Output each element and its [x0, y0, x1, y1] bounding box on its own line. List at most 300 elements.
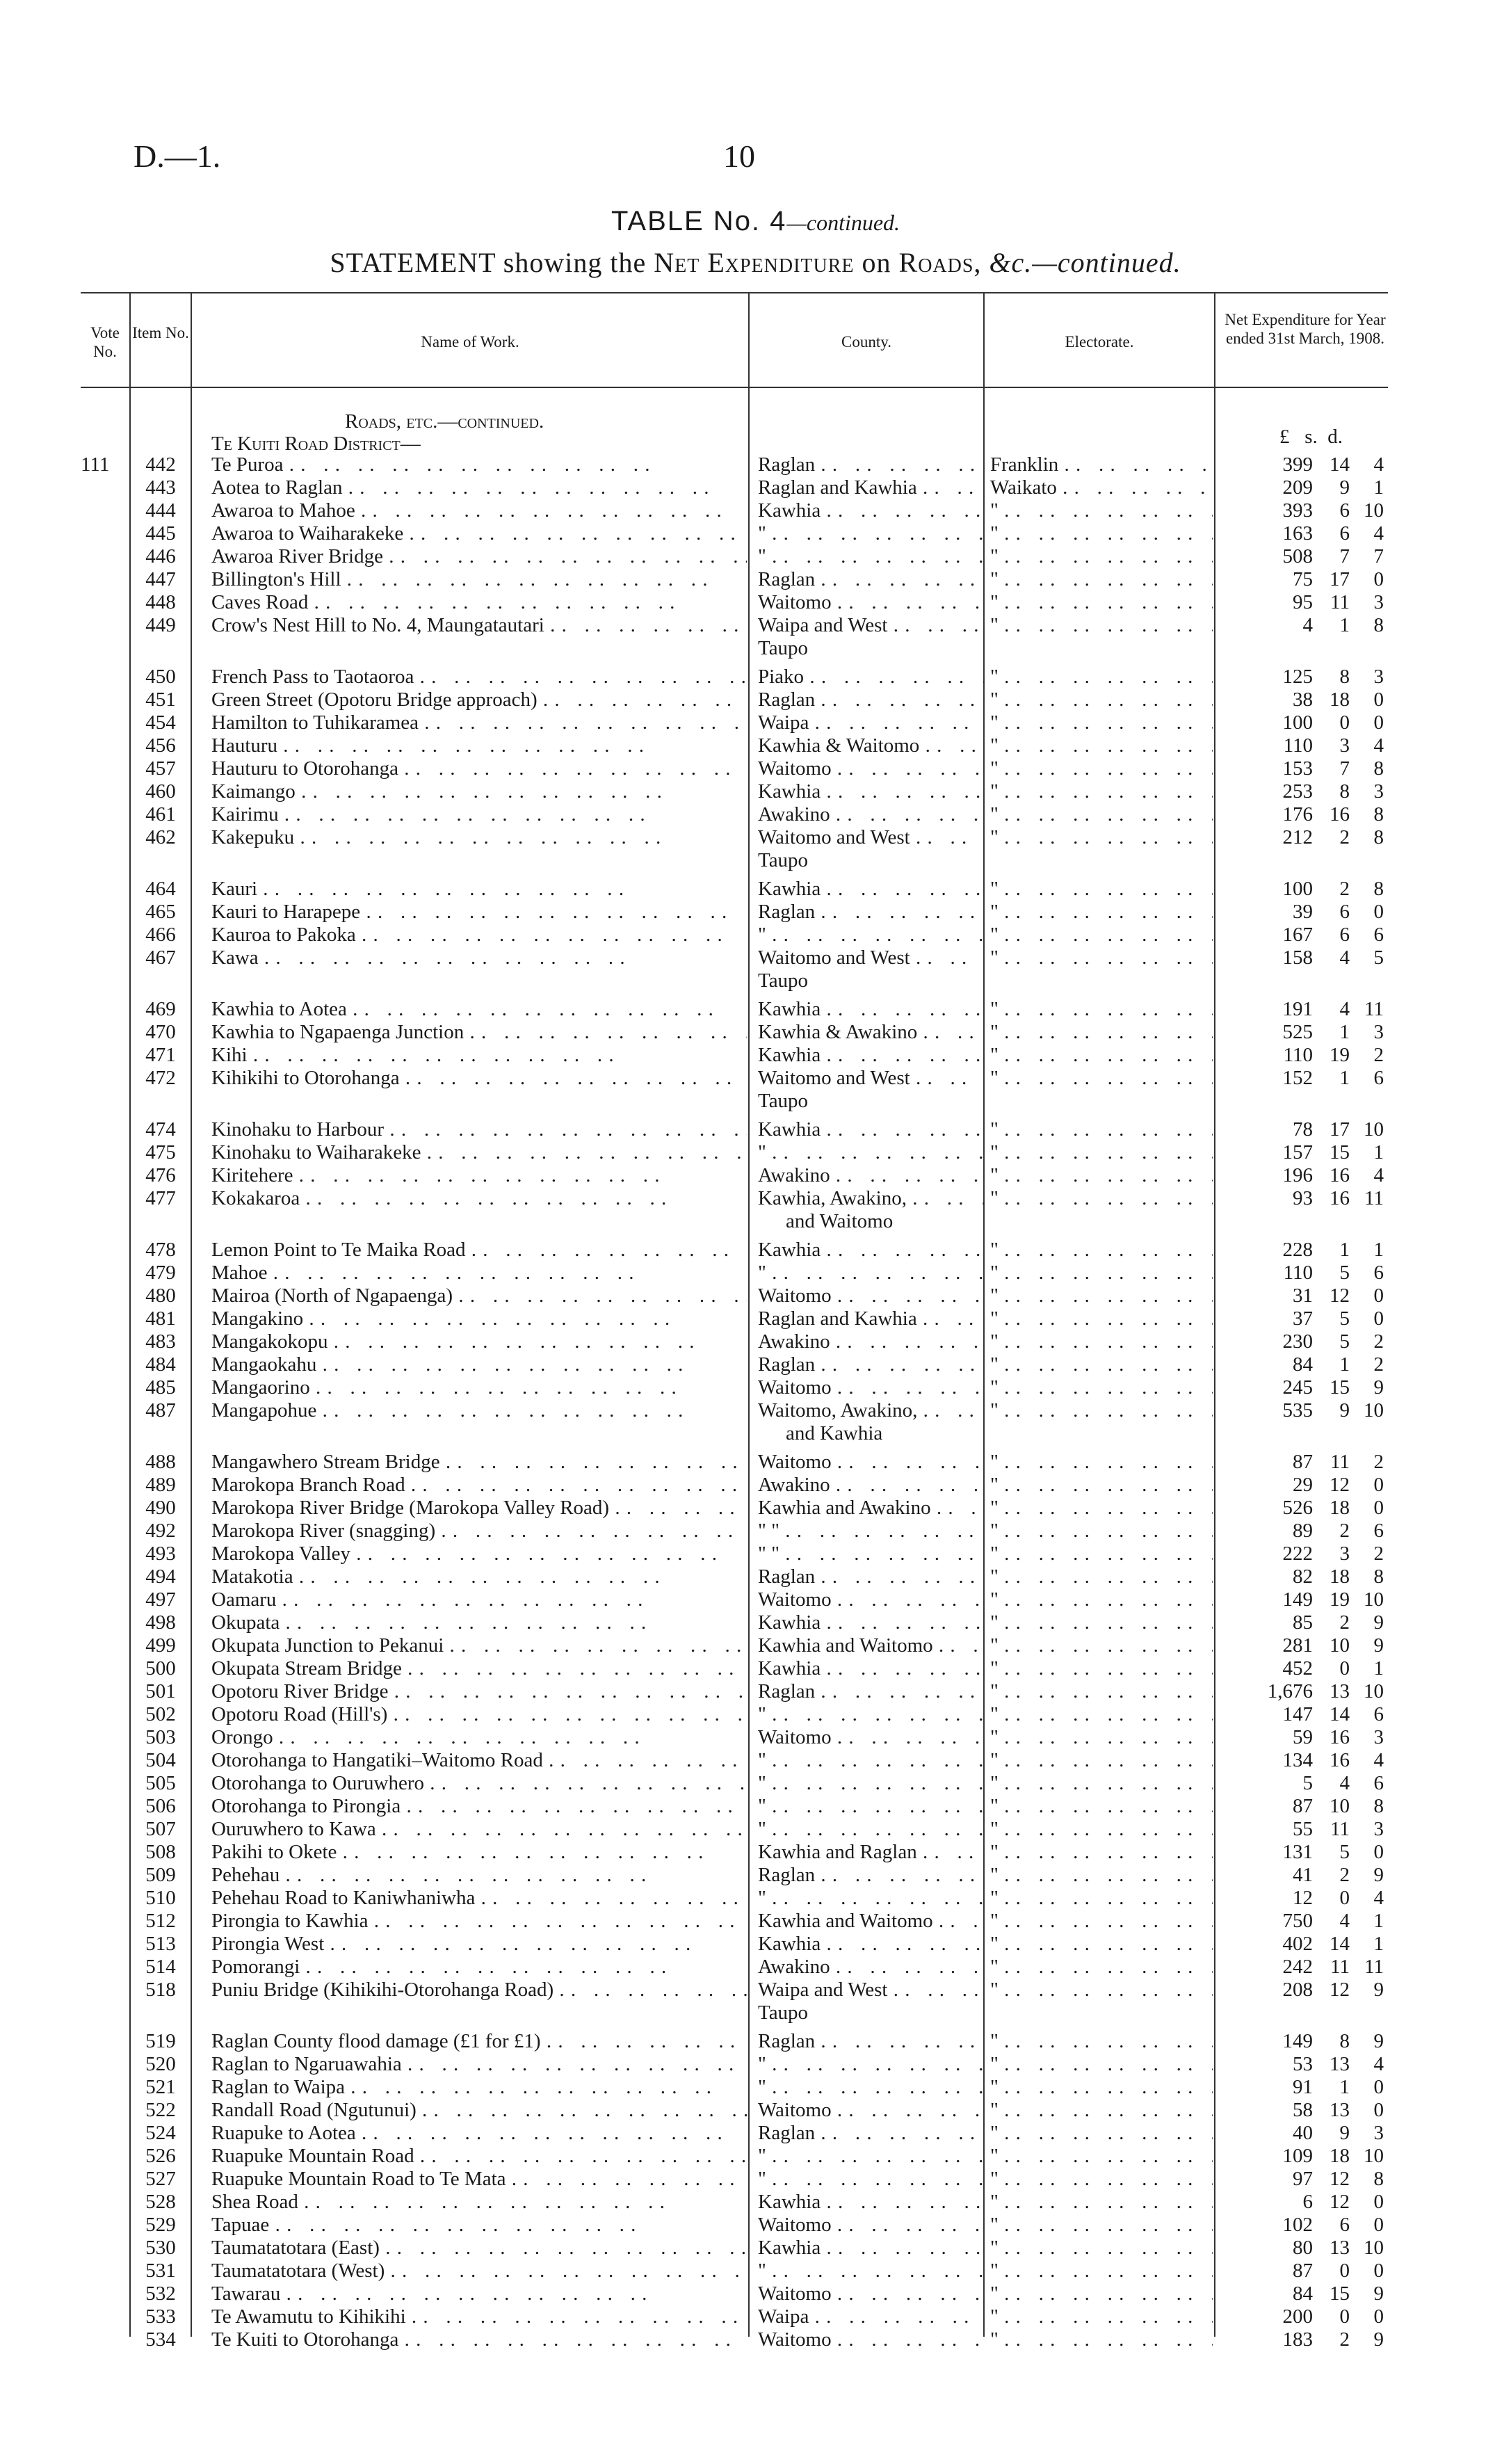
shillings-cell: 1	[1339, 614, 1350, 636]
pounds-cell: 53	[1293, 2053, 1313, 2075]
shillings-cell: 2	[1339, 2328, 1350, 2351]
shillings-cell: 13	[1330, 1680, 1350, 1702]
work-name-cell: Crow's Nest Hill to No. 4, Maungatautari . .	[211, 614, 747, 637]
item-cell: 499	[145, 1634, 176, 1657]
county-cell: " . .	[758, 2076, 984, 2099]
table-row-continuation	[0, 1090, 1511, 1113]
work-name-cell: Awaroa to Waiharakeke . .	[211, 522, 747, 545]
item-cell: 472	[145, 1067, 176, 1089]
pence-cell: 6	[1373, 1067, 1384, 1089]
item-cell: 487	[145, 1399, 176, 1422]
county-cell: Waipa . .	[758, 711, 984, 734]
electorate-cell: " . .	[990, 1285, 1213, 1307]
county-cell: Awakino . .	[758, 803, 984, 826]
work-name-cell: Mangapohue . .	[211, 1399, 747, 1422]
pounds-cell: 253	[1282, 780, 1313, 803]
pounds-cell: 87	[1293, 2260, 1313, 2282]
item-cell: 462	[145, 826, 176, 848]
pence-cell: 0	[1373, 1841, 1384, 1863]
work-name-cell: Raglan to Ngaruawahia . .	[211, 2053, 747, 2076]
item-cell: 471	[145, 1044, 176, 1066]
table-row	[0, 522, 1511, 545]
work-name-cell: Kihi . .	[211, 1044, 747, 1067]
shillings-cell: 9	[1339, 2122, 1350, 2144]
shillings-cell: 12	[1330, 1979, 1350, 2001]
table-row	[0, 1680, 1511, 1703]
county-cell: Kawhia & Waitomo . .	[758, 734, 984, 757]
shillings-cell: 16	[1330, 803, 1350, 826]
county-cell: Waitomo . .	[758, 2099, 984, 2122]
electorate-cell: " . .	[990, 1141, 1213, 1164]
item-cell: 466	[145, 924, 176, 946]
electorate-cell: " . .	[990, 545, 1213, 568]
item-cell: 503	[145, 1726, 176, 1748]
work-name-cell: Mangakino . .	[211, 1307, 747, 1330]
item-cell: 506	[145, 1795, 176, 1817]
county-cell: Waitomo . .	[758, 1451, 984, 1474]
pounds-cell: 147	[1282, 1703, 1313, 1725]
county-cell: " . .	[758, 1772, 984, 1795]
pounds-cell: 4	[1302, 614, 1313, 636]
shillings-cell: 17	[1330, 568, 1350, 590]
county-cell: Waitomo . .	[758, 757, 984, 780]
table-row	[0, 453, 1511, 476]
county-cell: " . .	[758, 2145, 984, 2168]
work-name-cell: Okupata Stream Bridge . .	[211, 1657, 747, 1680]
work-name-cell: Oamaru . .	[211, 1588, 747, 1611]
pence-cell: 8	[1373, 826, 1384, 848]
county-cell: Waitomo . .	[758, 2214, 984, 2237]
shillings-cell: 10	[1330, 1795, 1350, 1817]
pence-cell: 2	[1373, 1353, 1384, 1376]
county-cell: Kawhia . .	[758, 1044, 984, 1067]
electorate-cell: " . .	[990, 1118, 1213, 1141]
work-name-cell: Ruapuke Mountain Road . .	[211, 2145, 747, 2168]
county-cell: Kawhia, Awakino, . .	[758, 1187, 984, 1210]
table-row-continuation	[0, 1210, 1511, 1233]
work-name-cell: Kakepuku . .	[211, 826, 747, 849]
electorate-cell: " . .	[990, 1451, 1213, 1474]
item-cell: 532	[145, 2282, 176, 2305]
pounds-cell: 242	[1282, 1956, 1313, 1978]
pounds-cell: 78	[1293, 1118, 1313, 1141]
shillings-cell: 18	[1330, 2145, 1350, 2167]
pounds-cell: 134	[1282, 1749, 1313, 1771]
electorate-cell: " . .	[990, 568, 1213, 591]
pounds-cell: 91	[1293, 2076, 1313, 2098]
shillings-cell: 4	[1339, 1910, 1350, 1932]
work-name-cell: Kauroa to Pakoka . .	[211, 924, 747, 947]
work-name-cell: Billington's Hill . .	[211, 568, 747, 591]
electorate-cell: " . .	[990, 1795, 1213, 1818]
county-cell: Kawhia . .	[758, 998, 984, 1021]
pounds-cell: 84	[1293, 1353, 1313, 1376]
item-cell: 501	[145, 1680, 176, 1702]
pence-cell: 2	[1373, 1330, 1384, 1353]
electorate-cell: " . .	[990, 1910, 1213, 1933]
work-name-cell: Ouruwhero to Kawa . .	[211, 1818, 747, 1841]
county-cell: Waitomo and West . .	[758, 947, 984, 969]
pounds-cell: 82	[1293, 1565, 1313, 1588]
pounds-cell: 102	[1282, 2214, 1313, 2236]
table-row	[0, 2145, 1511, 2168]
pence-cell: 3	[1373, 591, 1384, 613]
shillings-cell: 12	[1330, 1474, 1350, 1496]
pounds-cell: 167	[1282, 924, 1313, 946]
pounds-cell: 89	[1293, 1520, 1313, 1542]
work-name-cell: Kawhia to Ngapaenga Junction . .	[211, 1021, 747, 1044]
county-cell: Kawhia and Raglan . .	[758, 1841, 984, 1864]
pounds-cell: 87	[1293, 1451, 1313, 1473]
table-row	[0, 591, 1511, 614]
pence-cell: 0	[1373, 2099, 1384, 2121]
pounds-cell: 31	[1293, 1285, 1313, 1307]
work-name-cell: Marokopa River Bridge (Marokopa Valley Road) . .	[211, 1497, 747, 1520]
shillings-cell: 14	[1330, 453, 1350, 476]
pence-cell: 8	[1373, 878, 1384, 900]
table-row	[0, 947, 1511, 969]
table-row	[0, 1703, 1511, 1726]
county-cell: Waitomo . .	[758, 1588, 984, 1611]
table-row	[0, 1187, 1511, 1210]
pounds-cell: 157	[1282, 1141, 1313, 1163]
county-cell: Raglan . .	[758, 2122, 984, 2145]
work-name-cell: Taumatatotara (East) . .	[211, 2237, 747, 2260]
table-row-continuation	[0, 637, 1511, 660]
item-cell: 493	[145, 1543, 176, 1565]
table-row	[0, 1044, 1511, 1067]
work-name-cell: Awaroa to Mahoe . .	[211, 499, 747, 522]
shillings-cell: 12	[1330, 1285, 1350, 1307]
table-row	[0, 614, 1511, 637]
table-row-continuation	[0, 1422, 1511, 1445]
pounds-cell: 55	[1293, 1818, 1313, 1840]
shillings-cell: 2	[1339, 1520, 1350, 1542]
shillings-cell: 19	[1330, 1044, 1350, 1066]
pounds-cell: 58	[1293, 2099, 1313, 2121]
pounds-cell: 535	[1282, 1399, 1313, 1422]
table-row	[0, 734, 1511, 757]
item-cell: 519	[145, 2030, 176, 2052]
work-name-cell: Otorohanga to Pirongia . .	[211, 1795, 747, 1818]
work-name-cell: Kairimu . .	[211, 803, 747, 826]
county-cell: Kawhia . .	[758, 1657, 984, 1680]
pence-cell: 8	[1373, 614, 1384, 636]
item-cell: 509	[145, 1864, 176, 1886]
item-cell: 442	[145, 453, 176, 476]
work-name-cell: Ruapuke to Aotea . .	[211, 2122, 747, 2145]
county-cell: Kawhia & Awakino . .	[758, 1021, 984, 1044]
county-cell: Awakino . .	[758, 1474, 984, 1497]
pence-cell: 9	[1373, 1864, 1384, 1886]
table-row	[0, 476, 1511, 499]
pounds-cell: 525	[1282, 1021, 1313, 1043]
shillings-cell: 2	[1339, 878, 1350, 900]
pence-cell: 3	[1373, 1021, 1384, 1043]
table-row	[0, 1565, 1511, 1588]
county-cell-continued: and Kawhia	[786, 1422, 883, 1444]
electorate-cell: " . .	[990, 1818, 1213, 1841]
table-row	[0, 1239, 1511, 1262]
work-name-cell: Shea Road . .	[211, 2191, 747, 2214]
item-cell: 457	[145, 757, 176, 780]
table-row	[0, 1118, 1511, 1141]
item-cell: 529	[145, 2214, 176, 2236]
county-cell: " . .	[758, 2260, 984, 2282]
shillings-cell: 7	[1339, 545, 1350, 567]
work-name-cell: Tapuae . .	[211, 2214, 747, 2237]
item-cell: 446	[145, 545, 176, 567]
shillings-cell: 6	[1339, 499, 1350, 522]
shillings-cell: 16	[1330, 1726, 1350, 1748]
pounds-cell: 163	[1282, 522, 1313, 545]
item-cell: 476	[145, 1164, 176, 1186]
electorate-cell: " . .	[990, 1497, 1213, 1520]
subtitle-caps: Net Expenditure	[654, 247, 855, 278]
shillings-cell: 0	[1339, 1887, 1350, 1909]
county-cell: Raglan and Kawhia . .	[758, 1307, 984, 1330]
work-name-cell: Mairoa (North of Ngapaenga) . .	[211, 1285, 747, 1307]
electorate-cell: " . .	[990, 666, 1213, 689]
county-cell: " . .	[758, 1818, 984, 1841]
table-row	[0, 689, 1511, 711]
pounds-cell: 196	[1282, 1164, 1313, 1186]
pounds-cell: 12	[1293, 1887, 1313, 1909]
item-cell: 510	[145, 1887, 176, 1909]
table-row	[0, 1262, 1511, 1285]
shillings-cell: 8	[1339, 780, 1350, 803]
electorate-cell: " . .	[990, 1772, 1213, 1795]
work-name-cell: Okupata Junction to Pekanui . .	[211, 1634, 747, 1657]
item-cell: 483	[145, 1330, 176, 1353]
electorate-cell: " . .	[990, 1262, 1213, 1285]
pence-cell: 6	[1373, 1703, 1384, 1725]
electorate-cell: " . .	[990, 1399, 1213, 1422]
county-cell: Kawhia . .	[758, 2191, 984, 2214]
item-cell: 518	[145, 1979, 176, 2001]
shillings-cell: 5	[1339, 1307, 1350, 1330]
shillings-cell: 1	[1339, 1067, 1350, 1089]
pence-cell: 0	[1373, 711, 1384, 734]
item-cell: 500	[145, 1657, 176, 1680]
table-row	[0, 1543, 1511, 1565]
table-row	[0, 1164, 1511, 1187]
item-cell: 489	[145, 1474, 176, 1496]
subtitle-end: &c.—continued.	[989, 247, 1181, 278]
page-number: 10	[723, 138, 755, 174]
table-row	[0, 666, 1511, 689]
item-cell: 460	[145, 780, 176, 803]
money-units: £ s. d.	[1279, 426, 1343, 448]
shillings-cell: 17	[1330, 1118, 1350, 1141]
pence-cell: 5	[1373, 947, 1384, 969]
header-county: County.	[841, 333, 891, 351]
pounds-cell: 153	[1282, 757, 1313, 780]
county-cell: Raglan . .	[758, 1353, 984, 1376]
work-name-cell: Puniu Bridge (Kihikihi-Otorohanga Road) . .	[211, 1979, 747, 2002]
item-cell: 527	[145, 2168, 176, 2190]
work-name-cell: Kinohaku to Harbour . .	[211, 1118, 747, 1141]
table-row	[0, 1634, 1511, 1657]
pence-cell: 7	[1373, 545, 1384, 567]
county-cell: Kawhia . .	[758, 780, 984, 803]
county-cell: Kawhia and Waitomo . .	[758, 1634, 984, 1657]
shillings-cell: 13	[1330, 2237, 1350, 2259]
item-cell: 451	[145, 689, 176, 711]
county-cell: Raglan . .	[758, 1864, 984, 1887]
table-row	[0, 1611, 1511, 1634]
county-cell: Waitomo and West . .	[758, 1067, 984, 1090]
work-name-cell: Mahoe . .	[211, 1262, 747, 1285]
electorate-cell: " . .	[990, 2237, 1213, 2260]
item-cell: 498	[145, 1611, 176, 1634]
pounds-cell: 508	[1282, 545, 1313, 567]
pounds-cell: 1,676	[1267, 1680, 1313, 1702]
pounds-cell: 149	[1282, 1588, 1313, 1611]
pence-cell: 0	[1373, 2214, 1384, 2236]
pounds-cell: 281	[1282, 1634, 1313, 1657]
pence-cell: 8	[1373, 757, 1384, 780]
table-row	[0, 2099, 1511, 2122]
county-cell: " . .	[758, 522, 984, 545]
pounds-cell: 38	[1293, 689, 1313, 711]
table-row	[0, 1864, 1511, 1887]
table-row	[0, 998, 1511, 1021]
shillings-cell: 9	[1339, 1399, 1350, 1422]
table-row	[0, 2122, 1511, 2145]
shillings-cell: 4	[1339, 1772, 1350, 1794]
work-name-cell: Pehehau . .	[211, 1864, 747, 1887]
item-cell: 502	[145, 1703, 176, 1725]
pence-cell: 2	[1373, 1044, 1384, 1066]
pence-cell: 0	[1373, 2191, 1384, 2213]
item-cell: 477	[145, 1187, 176, 1209]
county-cell-continued: Taupo	[758, 637, 809, 659]
shillings-cell: 4	[1339, 947, 1350, 969]
county-cell: " . .	[758, 1887, 984, 1910]
item-cell: 484	[145, 1353, 176, 1376]
work-name-cell: Kiritehere . .	[211, 1164, 747, 1187]
electorate-cell: " . .	[990, 1979, 1213, 2002]
pounds-cell: 245	[1282, 1376, 1313, 1399]
shillings-cell: 18	[1330, 689, 1350, 711]
county-cell: Waipa and West . .	[758, 614, 984, 637]
county-cell: " . .	[758, 1703, 984, 1726]
pounds-cell: 39	[1293, 901, 1313, 923]
work-name-cell: Orongo . .	[211, 1726, 747, 1749]
county-cell: Piako . .	[758, 666, 984, 689]
table-row	[0, 2237, 1511, 2260]
pence-cell: 10	[1364, 2237, 1384, 2259]
electorate-cell: Franklin . .	[990, 453, 1213, 476]
county-cell: Awakino . .	[758, 1956, 984, 1979]
item-cell: 474	[145, 1118, 176, 1141]
electorate-cell: " . .	[990, 1307, 1213, 1330]
pounds-cell: 5	[1302, 1772, 1313, 1794]
pence-cell: 11	[1364, 998, 1384, 1020]
pounds-cell: 176	[1282, 803, 1313, 826]
work-name-cell: Te Puroa . .	[211, 453, 747, 476]
work-name-cell: Hauturu to Otorohanga . .	[211, 757, 747, 780]
pounds-cell: 452	[1282, 1657, 1313, 1680]
electorate-cell: " . .	[990, 2030, 1213, 2053]
shillings-cell: 15	[1330, 1376, 1350, 1399]
pence-cell: 8	[1373, 2168, 1384, 2190]
pounds-cell: 95	[1293, 591, 1313, 613]
electorate-cell: " . .	[990, 1634, 1213, 1657]
electorate-cell: " . .	[990, 1187, 1213, 1210]
pounds-cell: 6	[1302, 2191, 1313, 2213]
shillings-cell: 2	[1339, 826, 1350, 848]
shillings-cell: 3	[1339, 734, 1350, 757]
work-name-cell: Otorohanga to Ouruwhero . .	[211, 1772, 747, 1795]
table-row	[0, 1933, 1511, 1956]
pounds-cell: 209	[1282, 476, 1313, 499]
item-cell: 522	[145, 2099, 176, 2121]
item-cell: 467	[145, 947, 176, 969]
electorate-cell: " . .	[990, 2145, 1213, 2168]
item-cell: 490	[145, 1497, 176, 1519]
work-name-cell: Caves Road . .	[211, 591, 747, 614]
item-cell: 514	[145, 1956, 176, 1978]
pounds-cell: 183	[1282, 2328, 1313, 2351]
electorate-cell: " . .	[990, 1611, 1213, 1634]
county-cell: Raglan . .	[758, 568, 984, 591]
shillings-cell: 14	[1330, 1703, 1350, 1725]
electorate-cell: " . .	[990, 734, 1213, 757]
county-cell: Kawhia . .	[758, 878, 984, 901]
shillings-cell: 13	[1330, 2053, 1350, 2075]
work-name-cell: French Pass to Taotaoroa . .	[211, 666, 747, 689]
electorate-cell: " . .	[990, 1887, 1213, 1910]
pence-cell: 10	[1364, 2145, 1384, 2167]
pence-cell: 9	[1373, 1979, 1384, 2001]
header-expenditure: Net Expenditure for Year ended 31st March, 1908.	[1225, 311, 1386, 347]
item-cell: 508	[145, 1841, 176, 1863]
subtitle-caps2: Roads,	[898, 247, 982, 278]
shillings-cell: 1	[1339, 2076, 1350, 2098]
county-cell-continued: and Waitomo	[786, 1210, 894, 1232]
work-name-cell: Pakihi to Okete . .	[211, 1841, 747, 1864]
electorate-cell: " . .	[990, 2168, 1213, 2191]
pence-cell: 3	[1373, 666, 1384, 688]
electorate-cell: " . .	[990, 878, 1213, 901]
table-row	[0, 1021, 1511, 1044]
table-row	[0, 1330, 1511, 1353]
table-row	[0, 499, 1511, 522]
electorate-cell: " . .	[990, 998, 1213, 1021]
vote-cell: 111	[81, 453, 110, 476]
pounds-cell: 40	[1293, 2122, 1313, 2144]
shillings-cell: 15	[1330, 2282, 1350, 2305]
electorate-cell: " . .	[990, 1565, 1213, 1588]
electorate-cell: " . .	[990, 1067, 1213, 1090]
table-row	[0, 1353, 1511, 1376]
table-row	[0, 1841, 1511, 1864]
county-cell-continued: Taupo	[758, 969, 809, 992]
county-cell: Waipa . .	[758, 2305, 984, 2328]
pounds-cell: 149	[1282, 2030, 1313, 2052]
work-name-cell: Aotea to Raglan . .	[211, 476, 747, 499]
pence-cell: 10	[1364, 1680, 1384, 1702]
table-row	[0, 2191, 1511, 2214]
pounds-cell: 80	[1293, 2237, 1313, 2259]
pounds-cell: 402	[1282, 1933, 1313, 1955]
table-title-suffix: —continued.	[786, 210, 900, 235]
electorate-cell: " . .	[990, 901, 1213, 924]
item-cell: 478	[145, 1239, 176, 1261]
work-name-cell: Randall Road (Ngutunui) . .	[211, 2099, 747, 2122]
